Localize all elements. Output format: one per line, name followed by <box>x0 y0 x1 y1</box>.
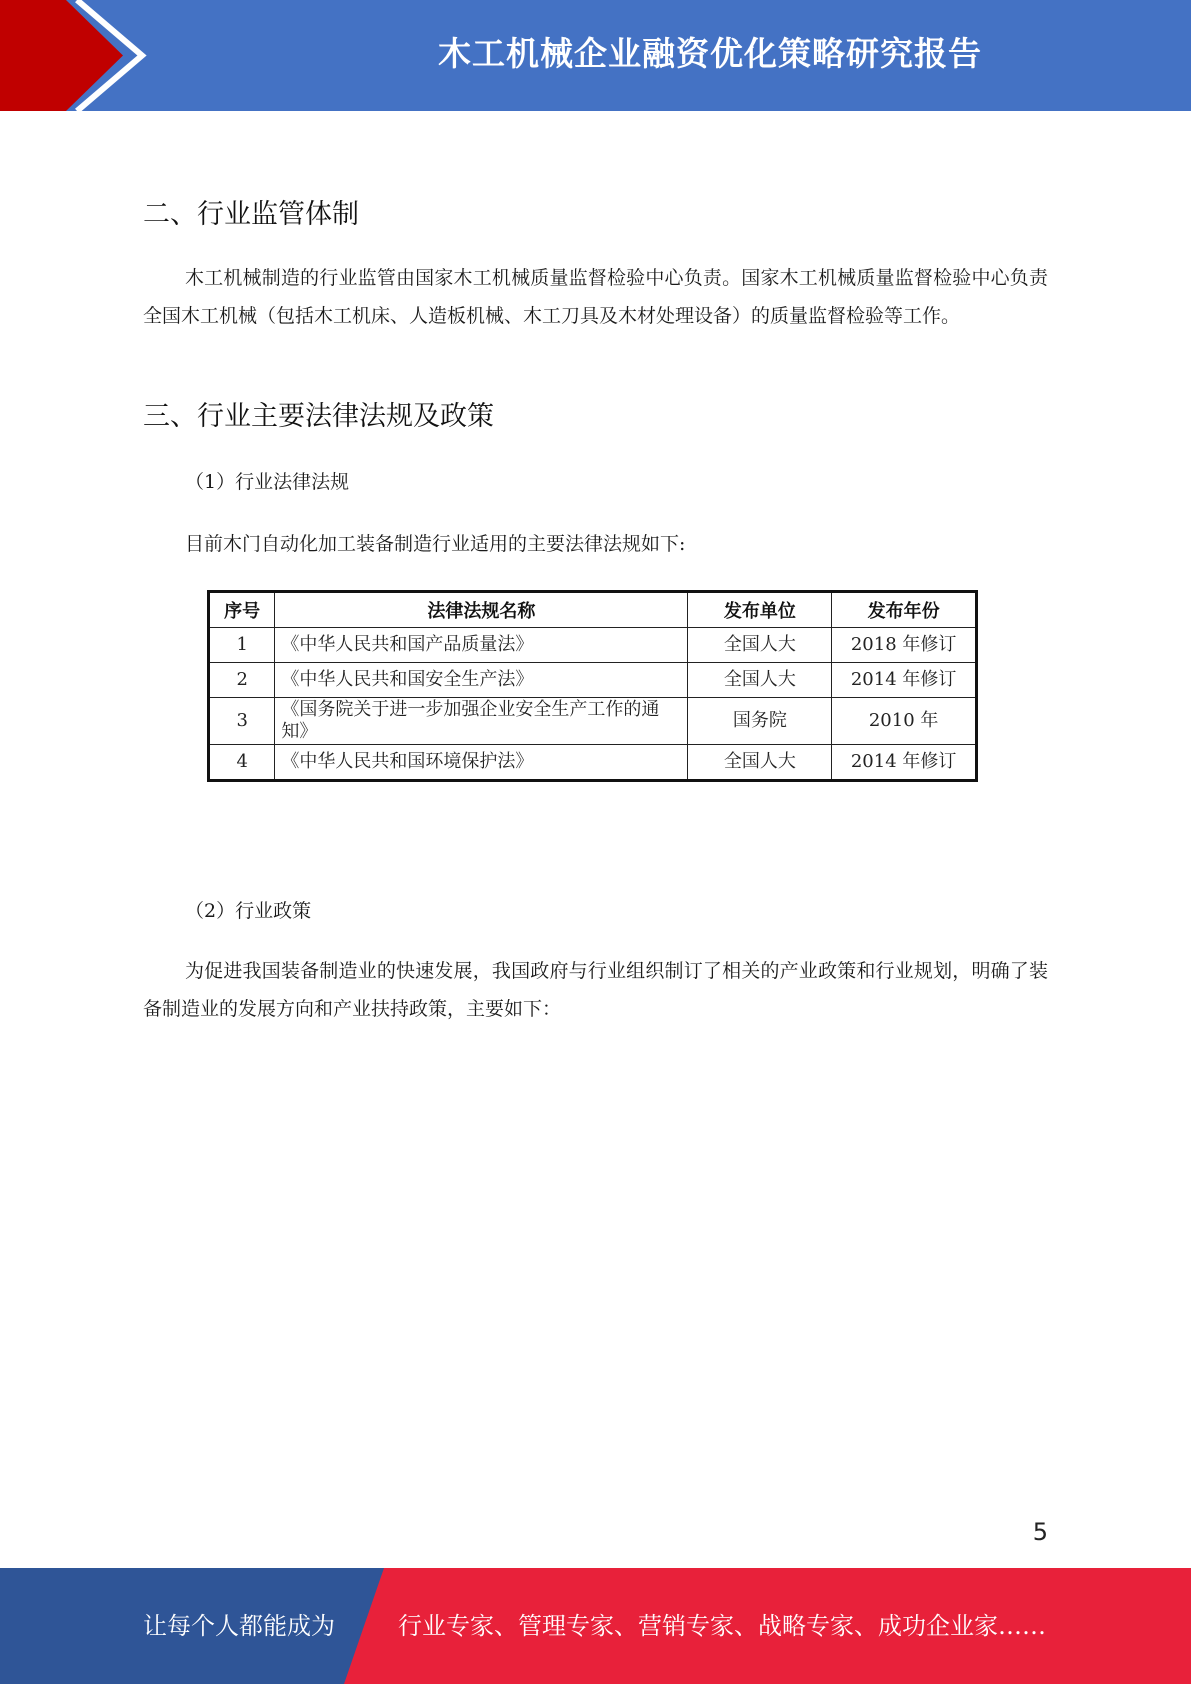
issue-year: 2018 年修订 <box>832 628 977 663</box>
page-number: 5 <box>1032 1518 1048 1546</box>
table-row <box>209 745 977 781</box>
report-title: 木工机械企业融资优化策略研究报告 <box>438 34 982 73</box>
issuer: 全国人大 <box>688 745 832 781</box>
issue-year: 2014 年修订 <box>832 663 977 698</box>
header-cell-issuer: 发布单位 <box>688 592 832 628</box>
footer-banner <box>0 1568 1191 1684</box>
row-number: 4 <box>209 745 275 781</box>
laws-table <box>207 590 978 782</box>
table-header-row <box>209 592 977 628</box>
table-row <box>209 628 977 663</box>
issuer: 全国人大 <box>688 663 832 698</box>
laws-intro-text: 目前木门自动化加工装备制造行业适用的主要法律法规如下: <box>185 533 686 555</box>
row-number: 3 <box>209 698 275 745</box>
row-number: 2 <box>209 663 275 698</box>
footer-slogan-left: 让每个人都能成为 <box>143 1612 335 1640</box>
law-name: 《中华人民共和国产品质量法》 <box>275 628 688 663</box>
header-banner <box>0 0 1191 111</box>
issue-year: 2014 年修订 <box>832 745 977 781</box>
subheading-laws: （1）行业法律法规 <box>185 471 350 493</box>
issue-year: 2010 年 <box>832 698 977 745</box>
section-heading-laws-policies: 三、行业主要法律法规及政策 <box>143 401 494 432</box>
regulatory-paragraph: 木工机械制造的行业监管由国家木工机械质量监督检验中心负责。国家木工机械质量监督检验中心负责全国木工机械（包括木工机床、人造板机械、木工刀具及木材处理设备）的质量监督检验等工作。 <box>143 267 1048 327</box>
header-cell-year: 发布年份 <box>832 592 977 628</box>
table-row <box>209 663 977 698</box>
issuer: 国务院 <box>688 698 832 745</box>
footer-slogan-right: 行业专家、管理专家、营销专家、战略专家、成功企业家…… <box>398 1612 1046 1640</box>
issuer: 全国人大 <box>688 628 832 663</box>
row-number: 1 <box>209 628 275 663</box>
header-cell-number: 序号 <box>209 592 275 628</box>
table-row <box>209 698 977 745</box>
law-name: 《国务院关于进一步加强企业安全生产工作的通知》 <box>275 698 688 745</box>
law-name: 《中华人民共和国安全生产法》 <box>275 663 688 698</box>
header-cell-law-name: 法律法规名称 <box>275 592 688 628</box>
policy-paragraph: 为促进我国装备制造业的快速发展，我国政府与行业组织制订了相关的产业政策和行业规划，明确了装备制造业的发展方向和产业扶持政策，主要如下： <box>143 960 1048 1020</box>
section-heading-regulatory-system: 二、行业监管体制 <box>143 199 359 230</box>
header-arrow-decoration <box>0 0 160 111</box>
subheading-policies: （2）行业政策 <box>185 900 312 922</box>
law-name: 《中华人民共和国环境保护法》 <box>275 745 688 781</box>
